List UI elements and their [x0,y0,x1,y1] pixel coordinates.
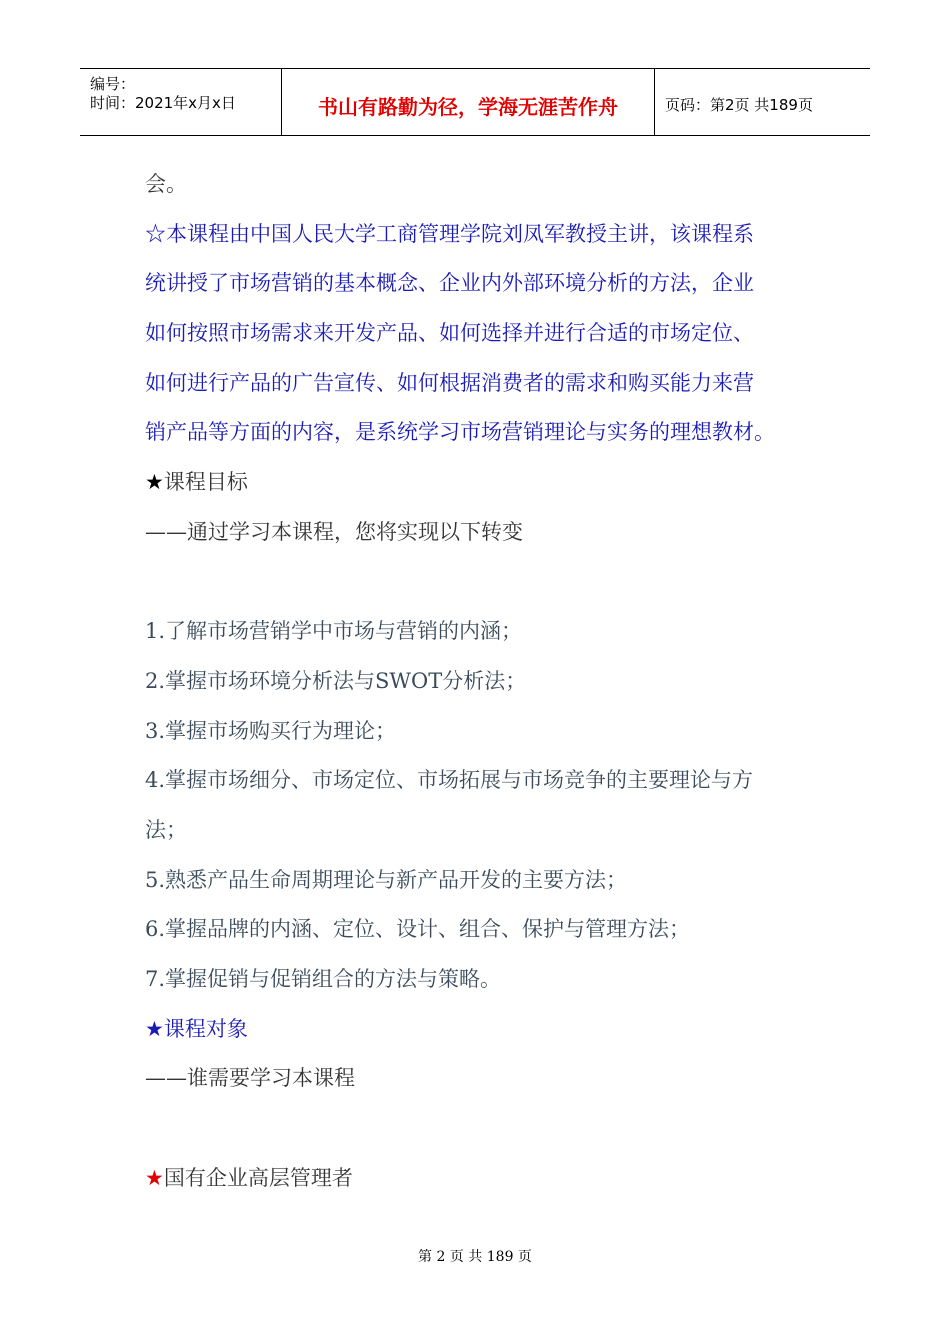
audience-heading [145,1005,815,1055]
goal-item: 3.掌握市场购买行为理论； [145,718,397,743]
black-star-icon: ★ [145,470,164,495]
red-star-icon: ★ [145,1165,164,1190]
goals-heading [145,458,815,508]
document-number-label: 编号： [90,75,136,93]
blank-line [145,1104,815,1154]
goal-item: 7.掌握促销与促销组合的方法与策略。 [145,967,502,991]
page-footer: 第 2 页 共 189 页 [418,1249,532,1265]
goal-item: 法； [145,817,187,842]
document-body [145,160,815,1203]
intro-line: 销产品等方面的内容，是系统学习市场营销理论与实务的理想教材。 [145,420,775,445]
goal-item: 5.熟悉产品生命周期理论与新产品开发的主要方法； [145,867,628,892]
continuation-line: 会。 [145,172,187,196]
intro-line: ☆本课程由中国人民大学工商管理学院刘凤军教授主讲，该课程系 [145,221,754,246]
goals-subheading: ——通过学习本课程，您将实现以下转变 [145,519,523,544]
header-meta-cell [80,69,282,135]
audience-subheading: ——谁需要学习本课程 [145,1066,355,1091]
goal-item: 1.了解市场营销学中市场与营销的内涵； [145,619,523,644]
goal-item: 2.掌握市场环境分析法与SWOT分析法； [145,668,527,693]
intro-line: 如何按照市场需求来开发产品、如何选择并进行合适的市场定位、 [145,321,754,346]
header-page-info: 页码：第2页 共189页 [665,96,813,114]
goals-heading-text: 课程目标 [163,470,248,495]
blank-line [145,558,815,608]
header-motto-cell [282,69,655,135]
goal-item: 6.掌握品牌的内涵、定位、设计、组合、保护与管理方法； [145,917,691,942]
blue-star-icon: ★ [145,1016,164,1041]
audience-item [145,1154,815,1204]
header-page-cell [655,69,870,135]
document-time-label: 时间：2021年x月x日 [90,94,236,112]
intro-line: 如何进行产品的广告宣传、如何根据消费者的需求和购买能力来营 [145,370,754,395]
audience-item-text: 国有企业高层管理者 [163,1165,353,1190]
header-table [80,68,870,136]
intro-line: 统讲授了市场营销的基本概念、企业内外部环境分析的方法，企业 [145,271,754,296]
audience-heading-text: 课程对象 [163,1016,248,1041]
header-motto: 书山有路勤为径，学海无涯苦作舟 [318,95,618,119]
goal-item: 4.掌握市场细分、市场定位、市场拓展与市场竞争的主要理论与方 [145,768,754,793]
